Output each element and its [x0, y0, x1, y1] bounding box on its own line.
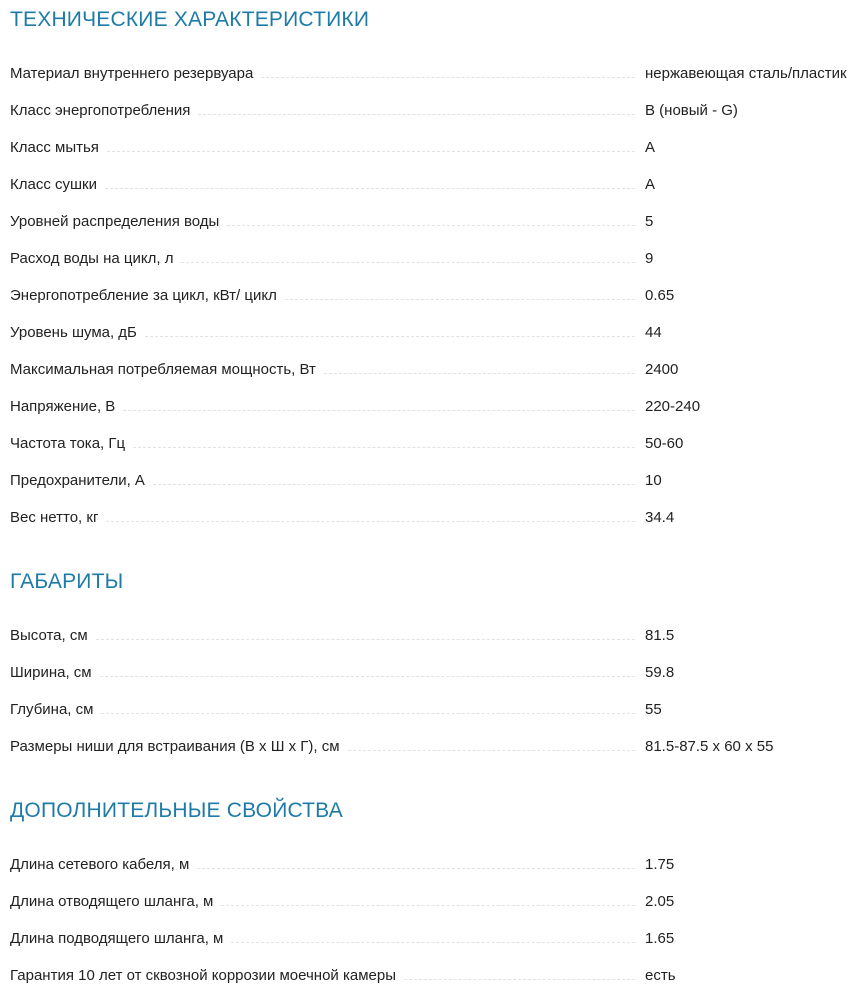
spec-value: 2400 — [645, 361, 679, 379]
dotted-leader — [198, 111, 635, 115]
spec-row — [10, 314, 857, 351]
dotted-leader — [133, 444, 635, 448]
spec-value: 55 — [645, 701, 662, 719]
spec-label: Расход воды на цикл, л — [10, 250, 174, 268]
dotted-leader — [324, 370, 635, 374]
section-title: ГАБАРИТЫ — [10, 570, 124, 594]
spec-value: 81.5 — [645, 627, 675, 645]
spec-value: 50-60 — [645, 435, 684, 453]
spec-label: Класс мытья — [10, 139, 99, 157]
spec-row — [10, 425, 857, 462]
spec-value: нержавеющая сталь/пластик — [645, 65, 847, 83]
spec-row — [10, 55, 857, 92]
spec-row — [10, 920, 857, 957]
spec-row — [10, 166, 857, 203]
dotted-leader — [153, 481, 635, 485]
dotted-leader — [181, 259, 635, 263]
spec-label: Частота тока, Гц — [10, 435, 126, 453]
spec-label: Класс энергопотребления — [10, 102, 191, 120]
dotted-leader — [348, 747, 635, 751]
spec-label: Высота, см — [10, 627, 88, 645]
spec-value: 220-240 — [645, 398, 701, 416]
spec-label: Длина отводящего шланга, м — [10, 893, 214, 911]
spec-value: 1.65 — [645, 930, 675, 948]
spec-label: Длина сетевого кабеля, м — [10, 856, 190, 874]
spec-section — [10, 570, 857, 765]
spec-label: Длина подводящего шланга, м — [10, 930, 224, 948]
spec-value: 2.05 — [645, 893, 675, 911]
spec-value: А — [645, 139, 656, 157]
spec-value: 9 — [645, 250, 654, 268]
spec-value: 34.4 — [645, 509, 675, 527]
spec-row — [10, 203, 857, 240]
spec-row — [10, 92, 857, 129]
spec-row — [10, 277, 857, 314]
spec-value: 10 — [645, 472, 662, 490]
spec-row — [10, 129, 857, 166]
spec-section — [10, 799, 857, 994]
spec-value: 0.65 — [645, 287, 675, 305]
dotted-leader — [105, 185, 635, 189]
dotted-leader — [197, 865, 635, 869]
spec-rows — [10, 55, 857, 536]
spec-label: Вес нетто, кг — [10, 509, 99, 527]
spec-row — [10, 957, 857, 994]
spec-label: Энергопотребление за цикл, кВт/ цикл — [10, 287, 277, 305]
spec-row — [10, 499, 857, 536]
dotted-leader — [106, 518, 635, 522]
spec-label: Предохранители, А — [10, 472, 145, 490]
dotted-leader — [145, 333, 635, 337]
spec-label: Глубина, см — [10, 701, 94, 719]
dotted-leader — [100, 673, 635, 677]
spec-value: А — [645, 176, 656, 194]
spec-rows — [10, 617, 857, 765]
spec-value: B (новый - G) — [645, 102, 738, 120]
dotted-leader — [285, 296, 635, 300]
dotted-leader — [221, 902, 635, 906]
dotted-leader — [96, 636, 635, 640]
dotted-leader — [404, 976, 635, 980]
spec-label: Материал внутреннего резервуара — [10, 65, 254, 83]
dotted-leader — [231, 939, 635, 943]
dotted-leader — [261, 74, 635, 78]
spec-label: Размеры ниши для встраивания (В х Ш х Г), см — [10, 738, 340, 756]
spec-row — [10, 883, 857, 920]
spec-row — [10, 846, 857, 883]
spec-row — [10, 351, 857, 388]
spec-value: 5 — [645, 213, 654, 231]
spec-row — [10, 388, 857, 425]
spec-rows — [10, 846, 857, 994]
spec-row — [10, 691, 857, 728]
spec-value: 1.75 — [645, 856, 675, 874]
spec-label: Класс сушки — [10, 176, 97, 194]
spec-value: 81.5-87.5 x 60 x 55 — [645, 738, 774, 756]
spec-row — [10, 240, 857, 277]
dotted-leader — [101, 710, 635, 714]
dotted-leader — [123, 407, 635, 411]
spec-section — [10, 8, 857, 536]
spec-label: Максимальная потребляемая мощность, Вт — [10, 361, 316, 379]
spec-row — [10, 462, 857, 499]
spec-row — [10, 654, 857, 691]
spec-label: Уровень шума, дБ — [10, 324, 137, 342]
section-title: ДОПОЛНИТЕЛЬНЫЕ СВОЙСТВА — [10, 799, 343, 823]
section-title: ТЕХНИЧЕСКИЕ ХАРАКТЕРИСТИКИ — [10, 8, 370, 31]
spec-label: Ширина, см — [10, 664, 92, 682]
spec-label: Гарантия 10 лет от сквозной коррозии моечной камеры — [10, 967, 396, 985]
spec-row — [10, 617, 857, 654]
spec-label: Напряжение, В — [10, 398, 116, 416]
spec-value: 59.8 — [645, 664, 675, 682]
dotted-leader — [227, 222, 635, 226]
dotted-leader — [107, 148, 635, 152]
spec-value: есть — [645, 967, 676, 985]
spec-value: 44 — [645, 324, 662, 342]
spec-label: Уровней распределения воды — [10, 213, 220, 231]
spec-row — [10, 728, 857, 765]
